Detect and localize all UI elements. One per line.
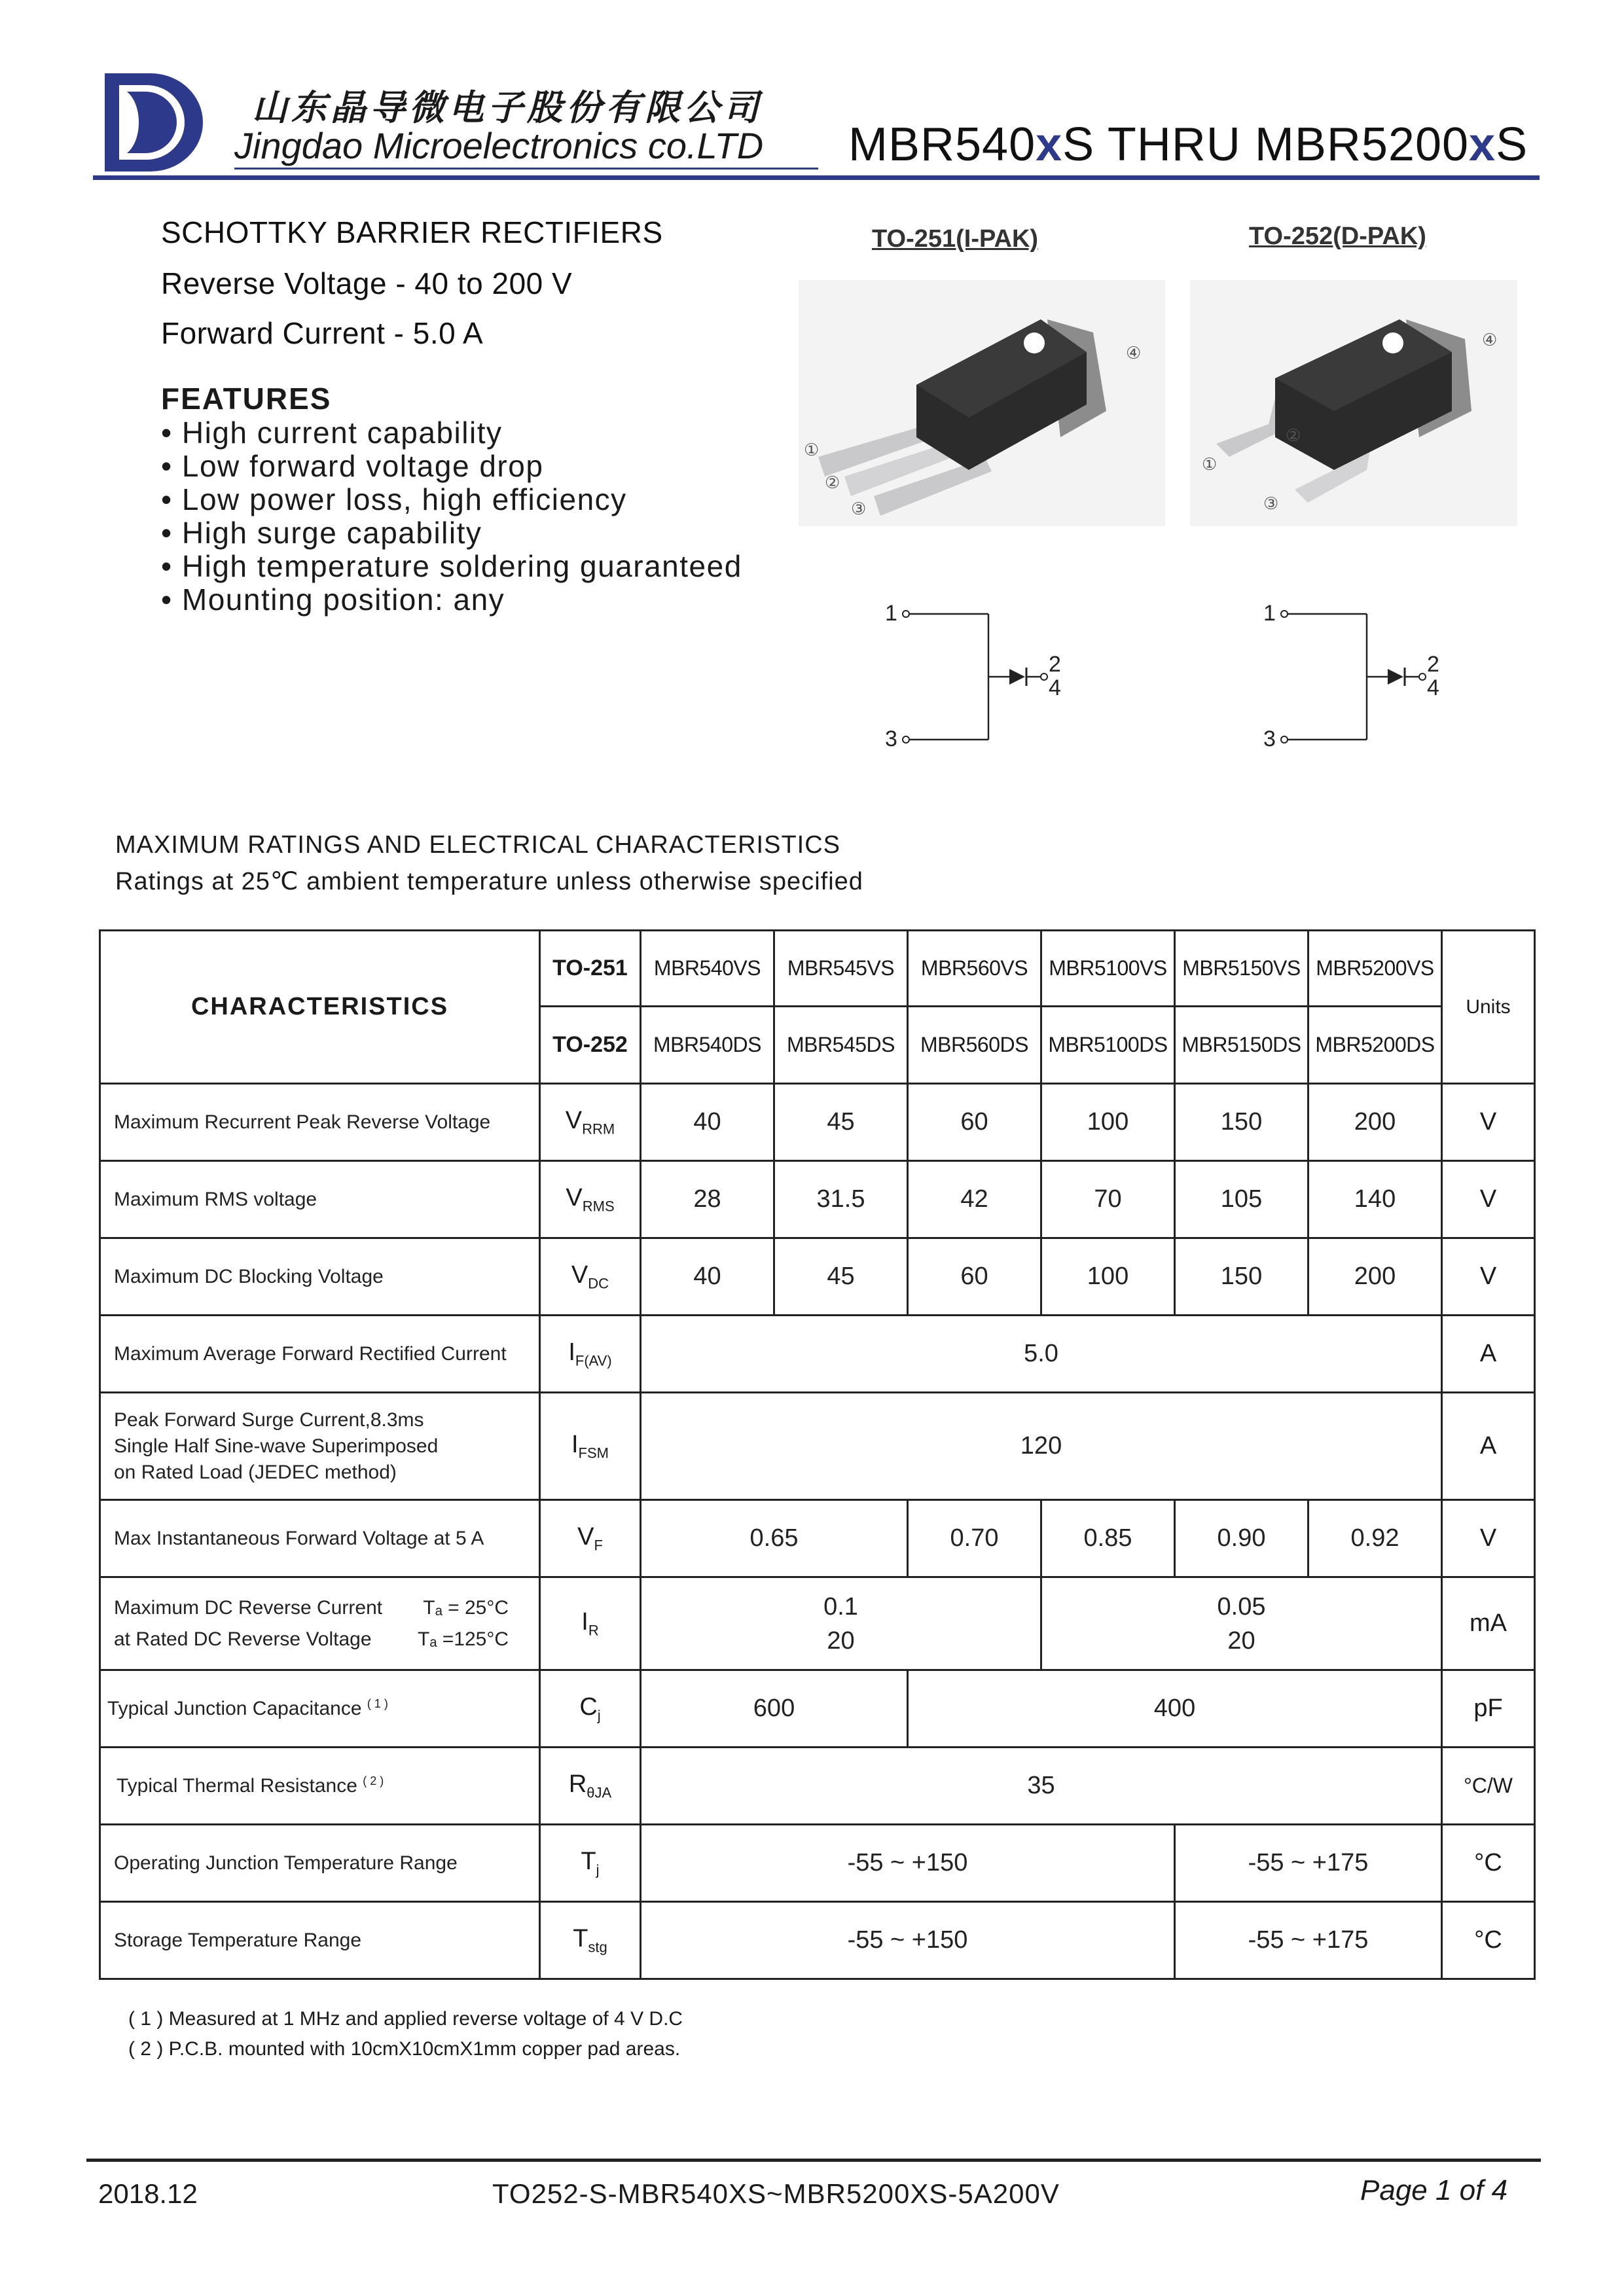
part-number: MBR545DS <box>774 1007 908 1084</box>
part-number: MBR5200DS <box>1308 1007 1442 1084</box>
row-label: Maximum DC Reverse Current Tₐ = 25°C at Rated DC Reverse Voltage Tₐ =125°C <box>100 1577 540 1670</box>
symbol: $V_F$ <box>540 1500 641 1577</box>
feature-item: • Low power loss, high efficiency <box>161 482 627 516</box>
part-number: MBR5100DS <box>1041 1007 1175 1084</box>
package-label-to251: TO-251(I-PAK) <box>872 225 1039 253</box>
part-number: MBR560VS <box>908 931 1041 1007</box>
pin-label: 2 <box>1049 652 1061 677</box>
footer-document-id: TO252-S-MBR540XS~MBR5200XS-5A200V <box>492 2178 1060 2209</box>
value-cell: 200 <box>1308 1084 1442 1161</box>
pin-marker: ① <box>1202 454 1218 474</box>
symbol: $I_{F(AV)}$ <box>540 1316 641 1393</box>
feature-item: • High temperature soldering guaranteed <box>161 549 742 583</box>
value-cell: 105 <box>1175 1161 1308 1238</box>
value-cell: 40 <box>641 1084 774 1161</box>
ratings-title: MAXIMUM RATINGS AND ELECTRICAL CHARACTERISTICS <box>115 831 841 859</box>
to251-package-image <box>799 280 1165 526</box>
pin-label: 3 <box>885 726 897 751</box>
table-header-row <box>100 931 1535 1007</box>
table-row <box>100 1902 1535 1979</box>
table-row <box>100 1577 1535 1670</box>
product-type: SCHOTTKY BARRIER RECTIFIERS <box>161 215 663 249</box>
value-cell: 0.05 20 <box>1041 1577 1442 1670</box>
row-label: Maximum Average Forward Rectified Current <box>100 1316 540 1393</box>
table-row <box>100 1316 1535 1393</box>
value-cell: -55 ~ +150 <box>641 1902 1175 1979</box>
row-label: Maximum Recurrent Peak Reverse Voltage <box>100 1084 540 1161</box>
unit-cell: mA <box>1442 1577 1535 1670</box>
row-label: Max Instantaneous Forward Voltage at 5 A <box>100 1500 540 1577</box>
company-name-en: Jingdao Microelectronics co.LTD <box>234 125 764 166</box>
unit-cell: °C/W <box>1442 1748 1535 1825</box>
row-label: Typical Thermal Resistance $^{( 2 )}$ <box>100 1748 540 1825</box>
pin-marker: ② <box>825 473 840 492</box>
value-cell: -55 ~ +175 <box>1175 1825 1442 1902</box>
unit-cell: pF <box>1442 1670 1535 1748</box>
row-label: Peak Forward Surge Current,8.3ms Single Half Sine-wave Superimposed on Rated Load (JEDEC method) <box>100 1393 540 1500</box>
value-cell: 45 <box>774 1084 908 1161</box>
unit-cell: V <box>1442 1500 1535 1577</box>
pin-marker: ③ <box>851 499 867 518</box>
symbol: $I_R$ <box>540 1577 641 1670</box>
footer-date: 2018.12 <box>98 2178 198 2209</box>
value-cell: 140 <box>1308 1161 1442 1238</box>
symbol: $V_{RMS}$ <box>540 1161 641 1238</box>
units-header: Units <box>1442 931 1535 1084</box>
value-cell: 60 <box>908 1238 1041 1316</box>
feature-item: • Mounting position: any <box>161 583 505 617</box>
value-cell: 5.0 <box>641 1316 1442 1393</box>
part-number: MBR5150DS <box>1175 1007 1308 1084</box>
characteristics-table <box>99 929 1536 1980</box>
features-title: FEATURES <box>161 382 332 416</box>
value-cell: 100 <box>1041 1084 1175 1161</box>
value-cell: 45 <box>774 1238 908 1316</box>
feature-item: • High surge capability <box>161 516 482 550</box>
pin-label: 1 <box>1263 601 1276 626</box>
symbol: $T_j$ <box>540 1825 641 1902</box>
ratings-subtitle: Ratings at 25℃ ambient temperature unless otherwise specified <box>115 868 863 895</box>
symbol: $V_{RRM}$ <box>540 1084 641 1161</box>
value-cell: 31.5 <box>774 1161 908 1238</box>
unit-cell: °C <box>1442 1902 1535 1979</box>
table-row <box>100 1161 1535 1238</box>
part-number: MBR5150VS <box>1175 931 1308 1007</box>
symbol: $I_{FSM}$ <box>540 1393 641 1500</box>
symbol: $C_j$ <box>540 1670 641 1748</box>
unit-cell: A <box>1442 1393 1535 1500</box>
part-number-range: MBR540xS THRU MBR5200xS <box>848 118 1528 171</box>
feature-item: • Low forward voltage drop <box>161 449 544 483</box>
forward-current: Forward Current - 5.0 A <box>161 316 484 350</box>
value-cell: 70 <box>1041 1161 1175 1238</box>
table-row <box>100 1238 1535 1316</box>
table-row <box>100 1084 1535 1161</box>
value-cell: 100 <box>1041 1238 1175 1316</box>
footnote: ( 1 ) Measured at 1 MHz and applied reverse voltage of 4 V D.C <box>128 2008 683 2030</box>
value-cell: 0.1 20 <box>641 1577 1041 1670</box>
row-label: Typical Junction Capacitance $^{( 1 )}$ <box>100 1670 540 1748</box>
table-row <box>100 1825 1535 1902</box>
value-cell: 0.90 <box>1175 1500 1308 1577</box>
symbol: $T_{stg}$ <box>540 1902 641 1979</box>
unit-cell: °C <box>1442 1825 1535 1902</box>
footnote: ( 2 ) P.C.B. mounted with 10cmX10cmX1mm copper pad areas. <box>128 2038 681 2060</box>
reverse-voltage: Reverse Voltage - 40 to 200 V <box>161 266 573 300</box>
part-number: MBR5200VS <box>1308 931 1442 1007</box>
company-logo <box>105 73 209 171</box>
table-row <box>100 1748 1535 1825</box>
row-label: Operating Junction Temperature Range <box>100 1825 540 1902</box>
schematic-to251 <box>884 600 1106 757</box>
company-name-underline <box>234 168 818 170</box>
row-label: Maximum RMS voltage <box>100 1161 540 1238</box>
to252-package-image <box>1190 280 1517 526</box>
value-cell: 400 <box>908 1670 1442 1748</box>
value-cell: 150 <box>1175 1084 1308 1161</box>
row-label: Maximum DC Blocking Voltage <box>100 1238 540 1316</box>
part-number: MBR540VS <box>641 931 774 1007</box>
value-cell: 200 <box>1308 1238 1442 1316</box>
unit-cell: V <box>1442 1084 1535 1161</box>
pin-label: 3 <box>1263 726 1276 751</box>
unit-cell: V <box>1442 1161 1535 1238</box>
footer-page-number: Page 1 of 4 <box>1360 2174 1508 2206</box>
table-row <box>100 1393 1535 1500</box>
table-row <box>100 1670 1535 1748</box>
pin-marker: ① <box>804 440 820 459</box>
header-rule <box>93 175 1540 180</box>
pin-marker: ③ <box>1263 493 1279 513</box>
row-label: Storage Temperature Range <box>100 1902 540 1979</box>
part-number: MBR560DS <box>908 1007 1041 1084</box>
package-header: TO-252 <box>540 1007 641 1084</box>
unit-cell: V <box>1442 1238 1535 1316</box>
package-label-to252: TO-252(D-PAK) <box>1249 223 1426 250</box>
value-cell: 40 <box>641 1238 774 1316</box>
value-cell: 120 <box>641 1393 1442 1500</box>
value-cell: 42 <box>908 1161 1041 1238</box>
pin-marker: ② <box>1286 425 1301 445</box>
pin-label: 2 <box>1427 652 1439 677</box>
package-header: TO-251 <box>540 931 641 1007</box>
symbol: $R_{\theta JA}$ <box>540 1748 641 1825</box>
table-row <box>100 1500 1535 1577</box>
value-cell: 0.70 <box>908 1500 1041 1577</box>
value-cell: 0.65 <box>641 1500 908 1577</box>
pin-label: 4 <box>1427 675 1439 700</box>
value-cell: 35 <box>641 1748 1442 1825</box>
value-cell: 0.92 <box>1308 1500 1442 1577</box>
value-cell: 28 <box>641 1161 774 1238</box>
part-number: MBR545VS <box>774 931 908 1007</box>
pin-label: 4 <box>1049 675 1061 700</box>
value-cell: -55 ~ +175 <box>1175 1902 1442 1979</box>
pin-marker: ④ <box>1482 330 1498 350</box>
unit-cell: A <box>1442 1316 1535 1393</box>
symbol: $V_{DC}$ <box>540 1238 641 1316</box>
schematic-to252 <box>1262 600 1485 757</box>
pin-marker: ④ <box>1126 343 1142 363</box>
part-number: MBR540DS <box>641 1007 774 1084</box>
value-cell: 60 <box>908 1084 1041 1161</box>
value-cell: 0.85 <box>1041 1500 1175 1577</box>
characteristics-header: CHARACTERISTICS <box>100 931 540 1084</box>
value-cell: 150 <box>1175 1238 1308 1316</box>
footer-rule <box>86 2159 1541 2162</box>
pin-label: 1 <box>885 601 897 626</box>
company-name-cn: 山东晶导微电子股份有限公司 <box>252 88 763 128</box>
value-cell: -55 ~ +150 <box>641 1825 1175 1902</box>
value-cell: 600 <box>641 1670 908 1748</box>
feature-item: • High current capability <box>161 416 503 450</box>
part-number: MBR5100VS <box>1041 931 1175 1007</box>
